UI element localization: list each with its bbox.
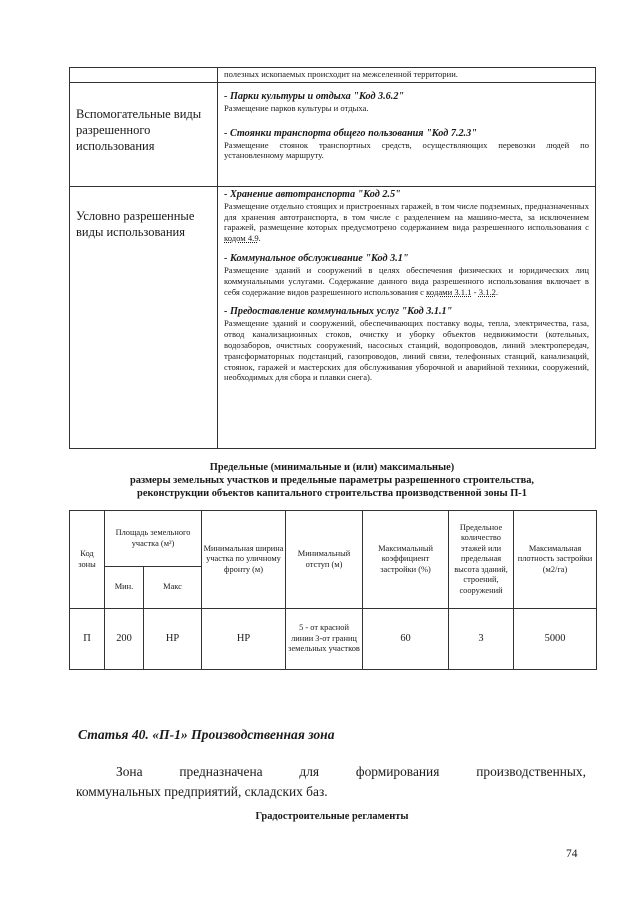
column-header: Код зоны: [70, 511, 105, 609]
table-cell: 60: [363, 609, 449, 670]
section-subheading: Градостроительные регламенты: [255, 811, 409, 822]
limits-heading: Предельные (минимальные и (или) максимальные) размеры земельных участков и предельные параметры разрешенного строительства, реконструкции объектов капитального строительства производственной зоны П-1: [129, 462, 535, 499]
table-cell: НР: [144, 609, 202, 670]
use-code-title: - Предоставление коммунальных услуг "Код 3.1.1": [224, 306, 453, 318]
article-line: коммунальных предприятий, складских баз.: [76, 784, 328, 799]
page-number: 74: [566, 848, 578, 860]
table-cell: 5000: [514, 609, 597, 670]
code-link[interactable]: 3.1.2: [478, 286, 496, 297]
permitted-uses-table: [69, 67, 596, 449]
column-header: Площадь земельного участка (м²): [105, 511, 202, 567]
table-cell: НР: [202, 609, 286, 670]
category-label: Условно разрешенные виды использования: [76, 208, 195, 239]
use-description: Размещение зданий и сооружений в целях обеспечения физических и юридических лиц коммунальными услугами. Содержание данного вида разрешенного использования включает в себя содержание видов разрешенного использования с кодами 3.1.1 - 3.1.2.: [224, 264, 589, 297]
article-body: [76, 762, 586, 802]
table-row: [70, 82, 596, 186]
table-cell: 5 - от красной линии 3-от границ земельных участков: [286, 609, 363, 670]
column-header: Предельное количество этажей или предельная высота зданий, строений, сооружений: [449, 511, 514, 609]
column-header: Максимальная плотность застройки (м2/га): [514, 511, 597, 609]
category-label: Вспомогательные виды разрешенного использования: [76, 106, 202, 153]
use-code-title: - Коммунальное обслуживание "Код 3.1": [224, 252, 409, 264]
use-description: Размещение зданий и сооружений, обеспечивающих поставку воды, тепла, электричества, газа, отвод канализационных стоков, очистку и уборку объектов недвижимости (котельных, водозаборов, очистных сооружений, насосных станций, водопроводов, линий электропередач, трансформаторных подстанций, газопроводов, линий связи, телефонных станций, канализаций, стоянок, гаражей и мастерских для обслуживания уборочной и аварийной техники, сооружений, необходимых для сбора и плавки снега).: [224, 318, 589, 383]
table-cell: П: [70, 609, 105, 670]
use-code-title: - Хранение автотранспорта "Код 2.5": [224, 188, 401, 200]
continuation-text: полезных ископаемых происходит на межселенной территории.: [224, 69, 458, 79]
table-header-row: [70, 511, 597, 567]
table-row: [70, 186, 596, 448]
column-header: Мин.: [105, 567, 144, 609]
table-row: [70, 68, 596, 83]
table-cell: 3: [449, 609, 514, 670]
article-line: Зона предназначена для формирования производственных,: [116, 764, 586, 779]
use-description: Размещение отдельно стоящих и пристроенных гаражей, в том числе подземных, предназначенных для хранения автотранспорта, в том числе с разделением на машино-места, за исключением гаражей, размещение которых предусмотрено содержанием вида разрешенного использования с кодом 4.9.: [224, 200, 589, 244]
use-code-title: - Стоянки транспорта общего пользования "Код 7.2.3": [224, 127, 477, 139]
limits-table: [69, 510, 597, 670]
table-cell: 200: [105, 609, 144, 670]
column-header: Макс: [144, 567, 202, 609]
column-header: Максимальный коэффициент застройки (%): [363, 511, 449, 609]
column-header: Минимальная ширина участка по уличному фронту (м): [202, 511, 286, 609]
code-link[interactable]: кодами 3.1.1: [426, 286, 472, 297]
use-description: Размещение парков культуры и отдыха.: [224, 102, 369, 113]
use-description: Размещение стоянок транспортных средств, осуществляющих перевозки людей по установленному маршруту.: [224, 139, 589, 161]
article-title: Статья 40. «П-1» Производственная зона: [78, 727, 335, 742]
use-code-title: - Парки культуры и отдыха "Код 3.6.2": [224, 90, 405, 102]
column-header: Минимальный отступ (м): [286, 511, 363, 609]
code-link[interactable]: кодом 4.9: [224, 233, 259, 244]
table-row: [70, 609, 597, 670]
